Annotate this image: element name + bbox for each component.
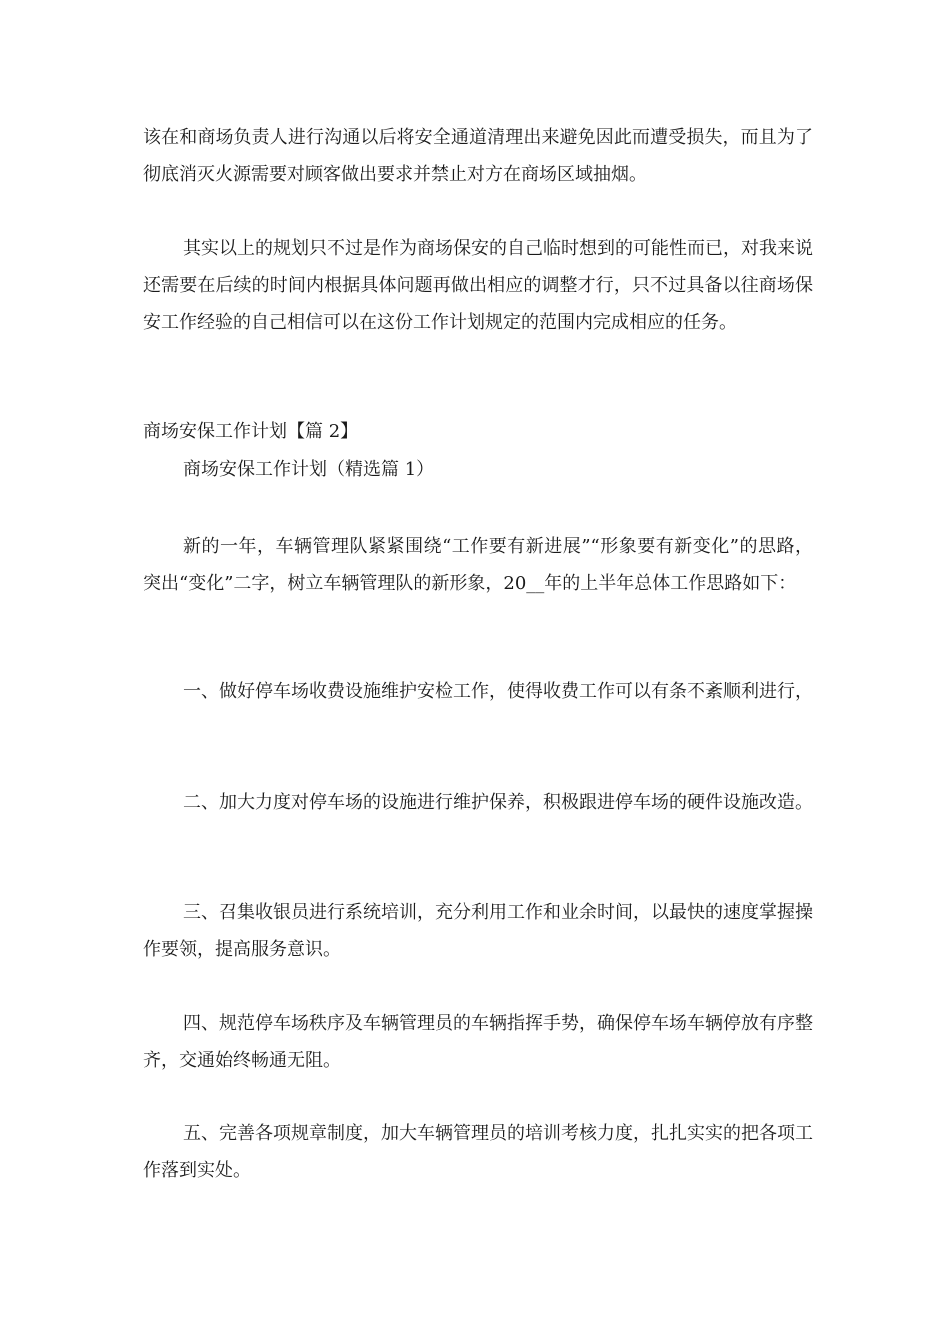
- list-item-5: 五、完善各项规章制度，加大车辆管理员的培训考核力度，扎扎实实的把各项工作落到实处。: [143, 1123, 813, 1181]
- list-item-1: 一、做好停车场收费设施维护安检工作，使得收费工作可以有条不紊顺利进行，: [183, 681, 813, 702]
- paragraph-closing: 其实以上的规划只不过是作为商场保安的自己临时想到的可能性而已，对我来说还需要在后续的时间内根据具体问题再做出相应的调整才行，只不过具备以往商场保安工作经验的自己相信可以在这份工作计划规定的范围内完成相应的任务。: [143, 238, 813, 333]
- paragraph-intro: 新的一年，车辆管理队紧紧围绕“工作要有新进展”“形象要有新变化”的思路，突出“变化”二字，树立车辆管理队的新形象，20__年的上半年总体工作思路如下：: [143, 536, 813, 594]
- section-title: 商场安保工作计划【篇 2】: [143, 421, 359, 442]
- paragraph-continuation: 该在和商场负责人进行沟通以后将安全通道清理出来避免因此而遭受损失，而且为了彻底消灭火源需要对顾客做出要求并禁止对方在商场区域抽烟。: [143, 127, 813, 185]
- list-item-2: 二、加大力度对停车场的设施进行维护保养，积极跟进停车场的硬件设施改造。: [183, 792, 813, 813]
- section-subtitle: 商场安保工作计划（精选篇 1）: [183, 459, 435, 480]
- list-item-4: 四、规范停车场秩序及车辆管理员的车辆指挥手势，确保停车场车辆停放有序整齐，交通始终畅通无阻。: [143, 1013, 813, 1071]
- list-item-3: 三、召集收银员进行系统培训，充分利用工作和业余时间，以最快的速度掌握操作要领，提高服务意识。: [143, 902, 813, 960]
